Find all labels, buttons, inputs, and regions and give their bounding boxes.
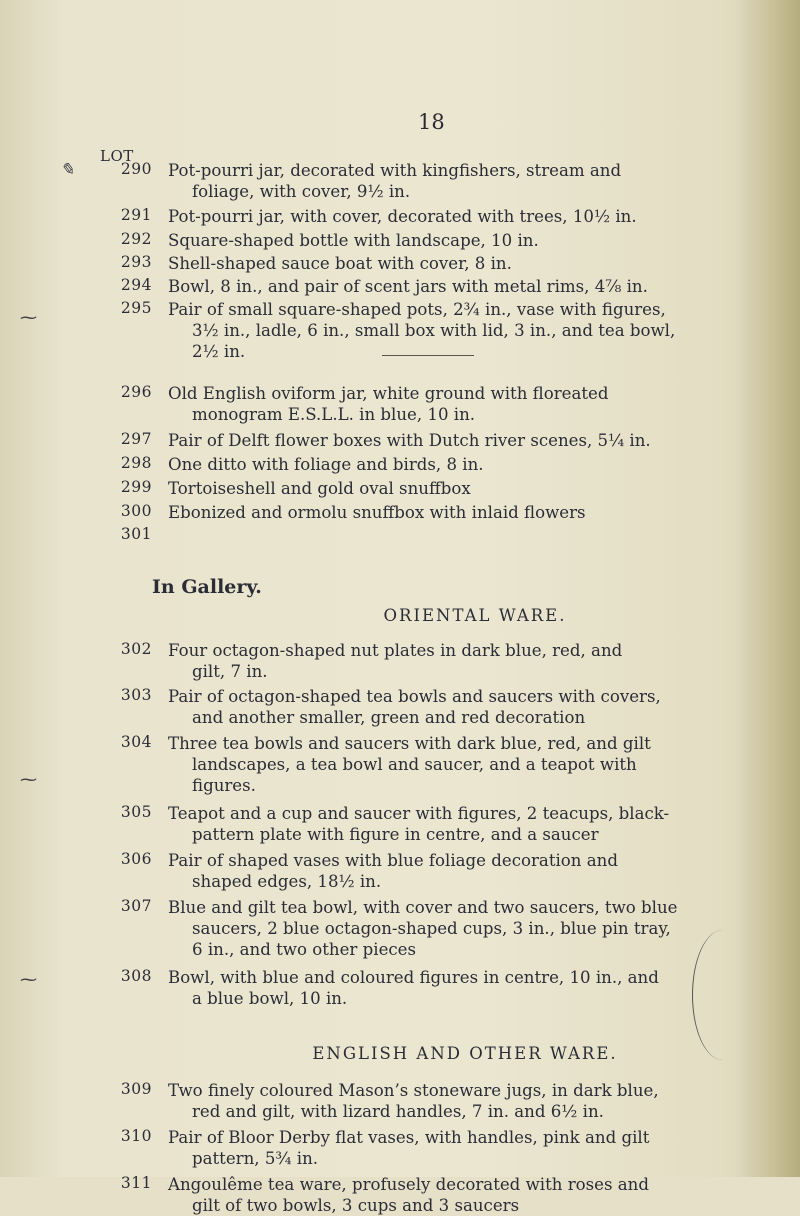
lot-description: Pair of small square-shaped pots, 2¾ in., vase with figures, 3½ in., ladle, 6 in., small box with lid, 3 in., and tea bowl, 2½ in. bbox=[168, 300, 676, 361]
lot-description: Blue and gilt tea bowl, with cover and two saucers, two blue saucers, 2 blue octagon-shaped cups, 3 in., blue pin tray, 6 in., and two other pieces bbox=[168, 898, 678, 959]
lot-description: Teapot and a cup and saucer with figures, 2 teacups, black- pattern plate with figure in centre, and a saucer bbox=[168, 804, 670, 844]
lot-number: 304 bbox=[120, 733, 152, 751]
lot-number: 292 bbox=[120, 230, 152, 248]
handwritten-note: ⁓ bbox=[20, 308, 38, 328]
lot-description: Bowl, 8 in., and pair of scent jars with metal rims, 4⅞ in. bbox=[168, 277, 648, 296]
lot-description: Pair of Delft flower boxes with Dutch river scenes, 5¼ in. bbox=[168, 431, 651, 450]
lot-description: Ebonized and ormolu snuffbox with inlaid flowers bbox=[168, 503, 586, 522]
lot-number: 301 bbox=[120, 525, 152, 543]
heading-english-other-ware: ENGLISH AND OTHER WARE. bbox=[312, 1044, 618, 1063]
lot-number: 295 bbox=[120, 299, 152, 317]
lot-description: Angoulême tea ware, profusely decorated with roses and gilt of two bowls, 3 cups and 3 saucers bbox=[168, 1175, 649, 1215]
lot-description: Four octagon-shaped nut plates in dark blue, red, and gilt, 7 in. bbox=[168, 641, 623, 681]
lot-column-header: LOT bbox=[100, 147, 134, 165]
handwritten-note: ⁓ bbox=[20, 970, 38, 990]
lot-description: Pot-pourri jar, with cover, decorated with trees, 10½ in. bbox=[168, 207, 637, 226]
lot-number: 306 bbox=[120, 850, 152, 868]
lot-number: 305 bbox=[120, 803, 152, 821]
lot-description: Pair of octagon-shaped tea bowls and saucers with covers, and another smaller, green and red decoration bbox=[168, 687, 661, 727]
lot-number: 311 bbox=[120, 1174, 152, 1192]
page-edge-shading bbox=[738, 0, 800, 1177]
lot-description: Pair of Bloor Derby flat vases, with handles, pink and gilt pattern, 5¾ in. bbox=[168, 1128, 650, 1168]
lot-description: Shell-shaped sauce boat with cover, 8 in. bbox=[168, 254, 512, 273]
lot-number: 309 bbox=[120, 1080, 152, 1098]
section-divider bbox=[382, 355, 474, 356]
handwritten-note: ✎ bbox=[60, 160, 76, 180]
heading-oriental-ware: ORIENTAL WARE. bbox=[383, 606, 567, 625]
lot-number: 300 bbox=[120, 502, 152, 520]
lot-number: 291 bbox=[120, 206, 152, 224]
lot-number: 290 bbox=[120, 160, 152, 178]
lot-description: Pair of shaped vases with blue foliage decoration and shaped edges, 18½ in. bbox=[168, 851, 618, 891]
handwritten-note: ⁓ bbox=[20, 770, 38, 790]
lot-number: 297 bbox=[120, 430, 152, 448]
lot-description: Pot-pourri jar, decorated with kingfishers, stream and foliage, with cover, 9½ in. bbox=[168, 161, 622, 201]
lot-description: Two finely coloured Mason’s stoneware jugs, in dark blue, red and gilt, with lizard handles, 7 in. and 6½ in. bbox=[168, 1081, 659, 1121]
lot-description: Old English oviform jar, white ground with floreated monogram E.S.L.L. in blue, 10 in. bbox=[168, 384, 609, 424]
lot-number: 299 bbox=[120, 478, 152, 496]
page-number: 18 bbox=[418, 110, 445, 134]
section-title: In Gallery. bbox=[152, 576, 262, 598]
lot-number: 302 bbox=[120, 640, 152, 658]
lot-number: 308 bbox=[120, 967, 152, 985]
lot-description: Three tea bowls and saucers with dark blue, red, and gilt landscapes, a tea bowl and saucer, and a teapot with figures. bbox=[168, 734, 651, 795]
lot-description: Tortoiseshell and gold oval snuffbox bbox=[168, 479, 471, 498]
lot-description: One ditto with foliage and birds, 8 in. bbox=[168, 455, 484, 474]
lot-number: 296 bbox=[120, 383, 152, 401]
lot-number: 307 bbox=[120, 897, 152, 915]
lot-number: 310 bbox=[120, 1127, 152, 1145]
lot-description: Square-shaped bottle with landscape, 10 in. bbox=[168, 231, 539, 250]
lot-description: Bowl, with blue and coloured figures in centre, 10 in., and a blue bowl, 10 in. bbox=[168, 968, 659, 1008]
lot-number: 303 bbox=[120, 686, 152, 704]
lot-number: 293 bbox=[120, 253, 152, 271]
lot-number: 294 bbox=[120, 276, 152, 294]
lot-number: 298 bbox=[120, 454, 152, 472]
